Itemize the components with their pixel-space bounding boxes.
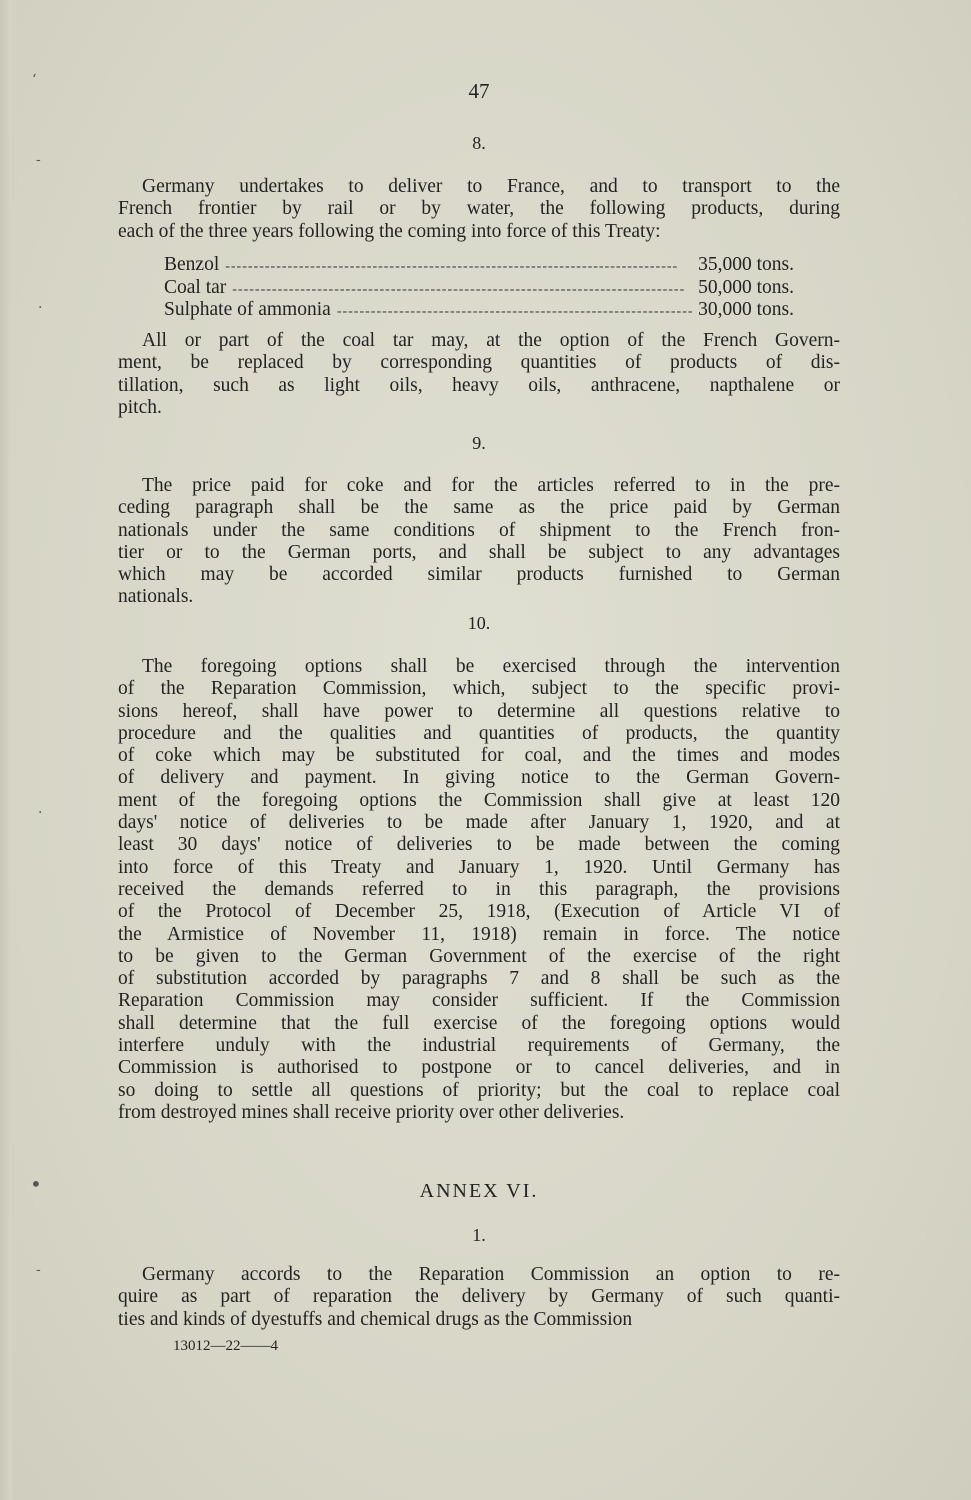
text-line: days' notice of deliveries to be made after January 1, 1920, and at xyxy=(118,812,840,834)
text-line: into force of this Treaty and January 1, 1920. Until Germany has xyxy=(118,856,840,878)
text-line: quire as part of reparation the delivery by Germany of such quanti- xyxy=(118,1286,840,1308)
product-name: Coal tar xyxy=(164,276,227,298)
product-name: Sulphate of ammonia xyxy=(164,299,331,320)
text-line: of substitution accorded by paragraphs 7 and 8 shall be such as the xyxy=(118,968,840,990)
text-line: Reparation Commission may consider sufficient. If the Commission xyxy=(118,990,840,1012)
text-line: procedure and the qualities and quantities of products, the quantity xyxy=(118,722,840,744)
section-10-paragraph xyxy=(118,656,840,1124)
text-line: of the Protocol of December 25, 1918, (Execution of Article VI of xyxy=(118,901,840,923)
text-line: each of the three years following the coming into force of this Treaty: xyxy=(118,220,661,242)
text-line: from destroyed mines shall receive priority over other deliveries. xyxy=(118,1101,625,1123)
page-number: 47 xyxy=(468,79,490,103)
text-line: nationals. xyxy=(118,586,194,608)
text-line: The price paid for coke and for the articles referred to in the pre- xyxy=(142,475,840,496)
annex-title: ANNEX VI. xyxy=(419,1180,539,1202)
text-line: ties and kinds of dyestuffs and chemical drugs as the Commission xyxy=(118,1308,633,1330)
text-line: shall determine that the full exercise of the foregoing options would xyxy=(118,1012,840,1034)
section-9-paragraph xyxy=(118,475,840,609)
margin-mark: · xyxy=(38,300,43,316)
text-line: to be given to the German Government of the exercise of the right xyxy=(118,945,840,967)
annex-paragraph xyxy=(118,1264,840,1331)
leader-dots xyxy=(232,277,692,301)
text-line: nationals under the same conditions of shipment to the French fron- xyxy=(118,519,840,541)
text-line: All or part of the coal tar may, at the option of the French Govern- xyxy=(142,330,840,351)
section-8-paragraph-2 xyxy=(118,330,840,419)
text-line: tier or to the German ports, and shall be subject to any advantages xyxy=(118,541,840,563)
text-line: ment of the foregoing options the Commission shall give at least 120 xyxy=(118,789,840,811)
section-heading: 9. xyxy=(472,433,486,453)
product-quantity: 35,000 tons. xyxy=(698,254,794,275)
text-line: which may be accorded similar products furnished to German xyxy=(118,564,840,586)
product-quantity: 30,000 tons. xyxy=(698,299,794,320)
margin-mark: · xyxy=(38,805,43,821)
product-row xyxy=(164,299,794,322)
text-line: of the Reparation Commission, which, subject to the specific provi- xyxy=(118,678,840,700)
text-line: pitch. xyxy=(118,396,162,418)
text-line: ment, be replaced by corresponding quantities of products of dis- xyxy=(118,352,840,374)
text-line: Germany accords to the Reparation Commission an option to re- xyxy=(142,1264,840,1285)
margin-mark: • xyxy=(30,1172,42,1196)
text-line: the Armistice of November 11, 1918) remain in force. The notice xyxy=(118,923,840,945)
margin-mark: - xyxy=(36,1262,41,1278)
text-line: of coke which may be substituted for coal, and the times and modes xyxy=(118,745,840,767)
section-8-paragraph xyxy=(118,176,840,243)
text-line: Germany undertakes to deliver to France, and to transport to the xyxy=(142,176,840,197)
text-line: tillation, such as light oils, heavy oils, anthracene, napthalene or xyxy=(118,374,840,396)
section-heading: 8. xyxy=(472,133,486,153)
page-edge xyxy=(0,0,12,1500)
section-heading: 10. xyxy=(467,613,491,633)
text-line: Commission is authorised to postpone or to cancel deliveries, and in xyxy=(118,1057,840,1079)
text-line: so doing to settle all questions of priority; but the coal to replace coal xyxy=(118,1079,840,1101)
text-line: received the demands referred to in this paragraph, the provisions xyxy=(118,878,840,900)
print-code: 13012—22——4 xyxy=(173,1338,278,1354)
product-row xyxy=(164,254,794,277)
product-row xyxy=(164,277,794,300)
leader-dots xyxy=(337,299,692,323)
text-line: least 30 days' notice of deliveries to be made between the coming xyxy=(118,834,840,856)
leader-dots xyxy=(225,254,692,278)
text-line: The foregoing options shall be exercised through the intervention xyxy=(142,656,840,677)
margin-mark: - xyxy=(36,152,41,168)
text-line: of delivery and payment. In giving notice to the German Govern- xyxy=(118,767,840,789)
text-line: sions hereof, shall have power to determine all questions relative to xyxy=(118,700,840,722)
annex-heading: 1. xyxy=(472,1225,486,1245)
product-list xyxy=(164,254,794,322)
product-quantity: 50,000 tons. xyxy=(698,276,794,298)
margin-mark: ʻ xyxy=(32,72,37,88)
text-line: French frontier by rail or by water, the following products, during xyxy=(118,198,840,220)
product-name: Benzol xyxy=(164,254,220,275)
text-line: interfere unduly with the industrial requirements of Germany, the xyxy=(118,1035,840,1057)
text-line: ceding paragraph shall be the same as the price paid by German xyxy=(118,497,840,519)
